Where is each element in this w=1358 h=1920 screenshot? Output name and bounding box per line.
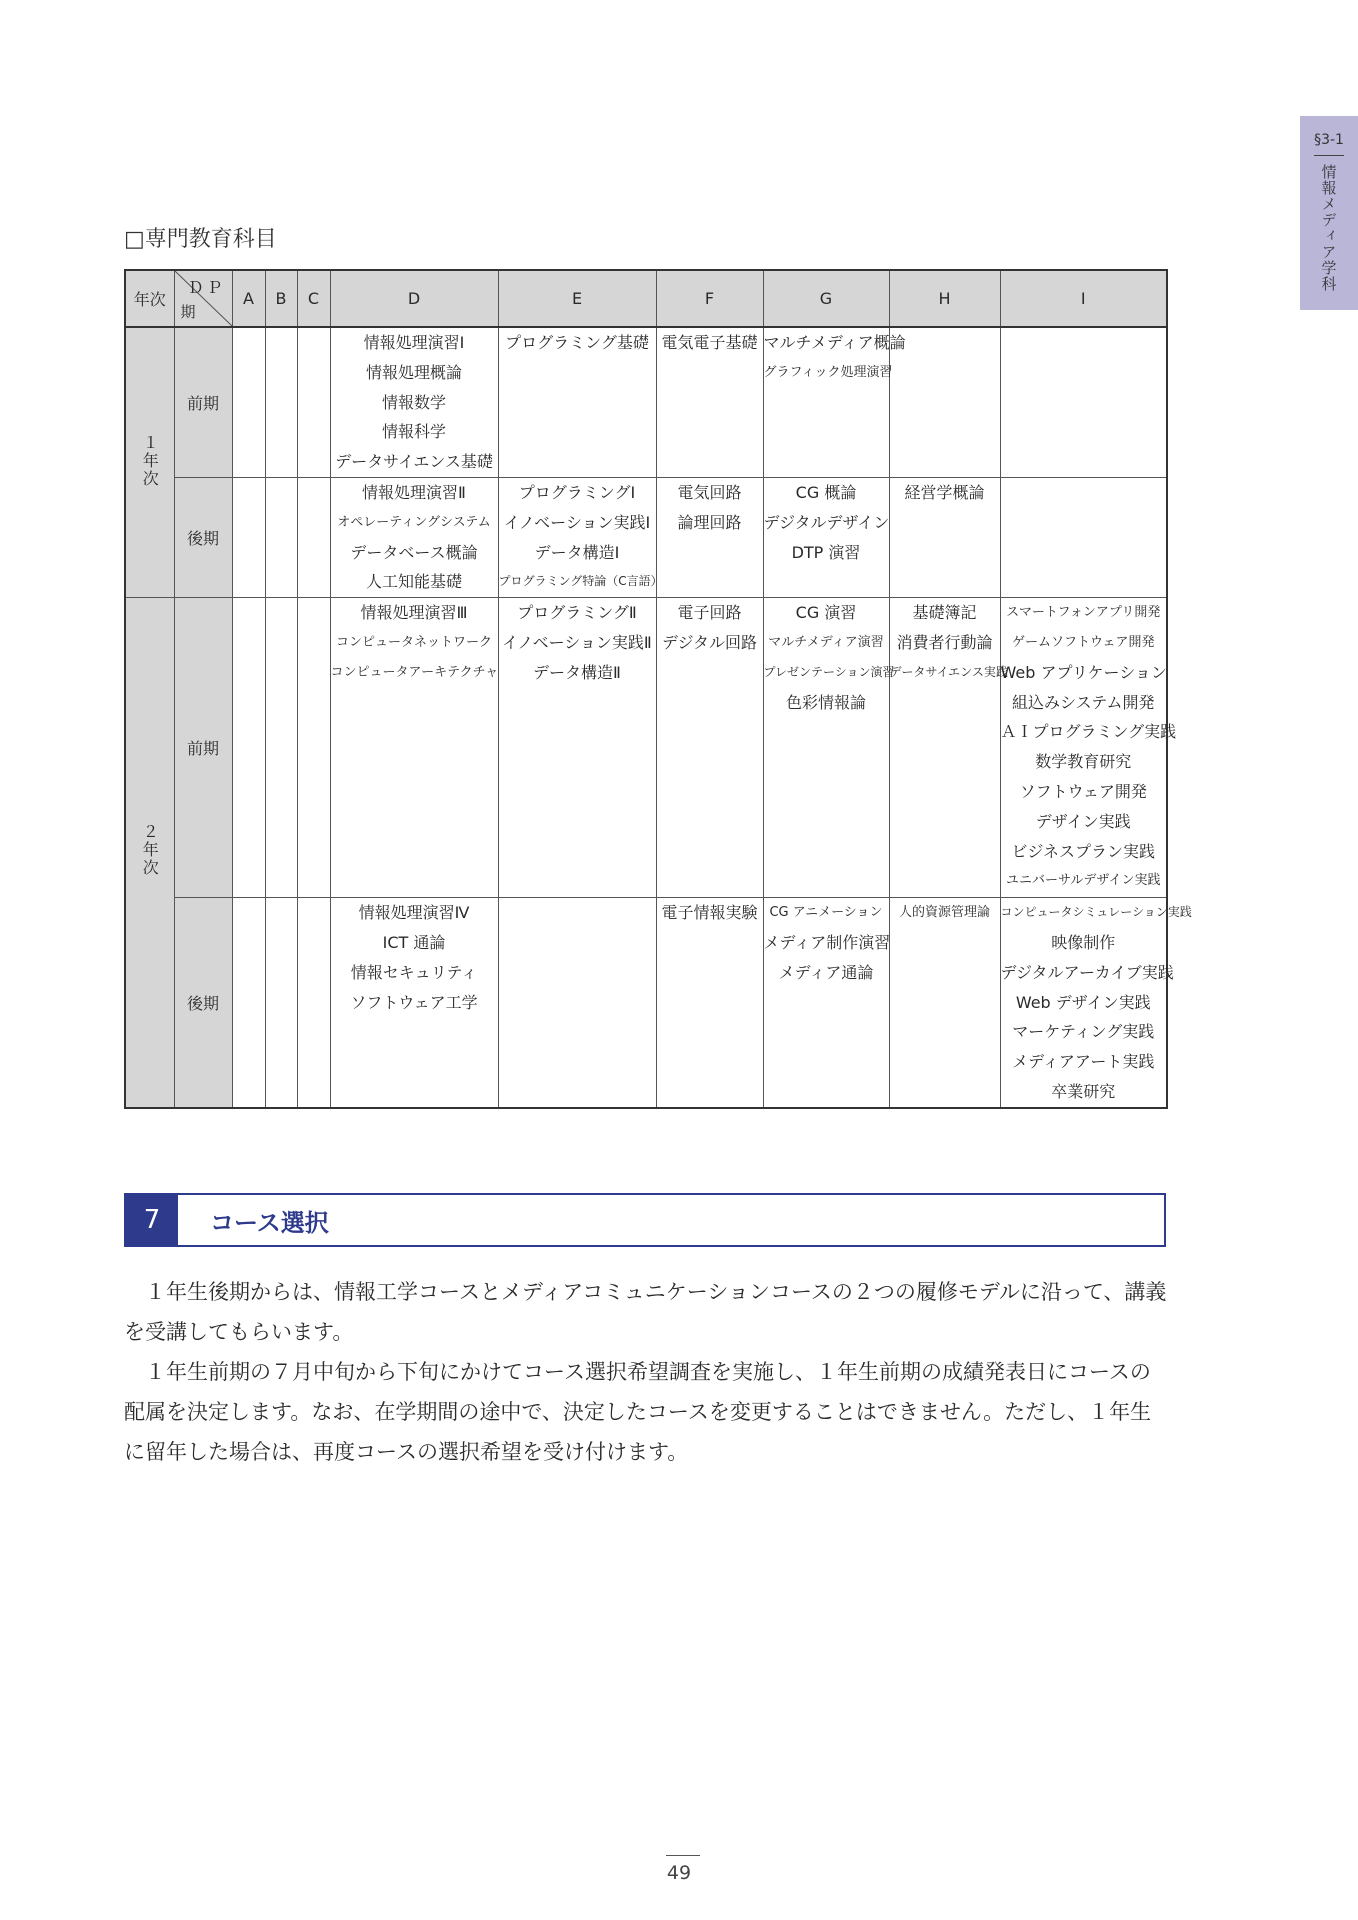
course-item: ゲームソフトウェア開発 [1012, 634, 1155, 650]
cell-a [232, 327, 265, 477]
cell-g [763, 327, 906, 477]
course-item: 消費者行動論 [896, 632, 993, 652]
paragraph: １年生後期からは、情報工学コースとメディアコミュニケーションコースの２つの履修モデルに沿って、講義を受講してもらいます。 [124, 1280, 1167, 1344]
paragraph: １年生前期の７月中旬から下旬にかけてコース選択希望調査を実施し、１年生前期の成績発表日にコースの配属を決定します。なお、在学期間の途中で、決定したコースを変更することはできません。ただし、１年生に留年した場合は、再度コースの選択希望を受け付けます。 [124, 1360, 1152, 1464]
course-item: ユニバーサルデザイン実践 [1006, 873, 1161, 889]
cell-b [265, 327, 297, 477]
side-tab-title: 情報メディア学科 [1319, 164, 1338, 292]
course-item: データ構造Ⅱ [533, 662, 621, 682]
cell-a [232, 598, 265, 898]
cell-c [297, 477, 330, 597]
course-item: マルチメディア概論 [763, 333, 906, 352]
course-item: Web アプリケーション [1000, 662, 1167, 682]
course-item: コンピュータアーキテクチャ [330, 664, 499, 680]
course-item: プログラミング基礎 [505, 333, 649, 352]
course-item: プログラミングⅠ [518, 482, 636, 502]
header-col-e: E [498, 270, 656, 327]
course-item: 映像制作 [1051, 932, 1116, 952]
header-dp-term-corner [174, 270, 232, 327]
cell-f [656, 477, 763, 597]
cell-e [498, 898, 656, 1108]
course-item: メディアアート実践 [1012, 1052, 1155, 1072]
course-item: スマートフォンアプリ開発 [1006, 605, 1161, 621]
term-cell: 後期 [174, 477, 232, 597]
course-item: CG 概論 [795, 482, 857, 502]
course-item: ICT 通論 [382, 932, 446, 952]
body-text [124, 1272, 1168, 1472]
header-col-i: I [1000, 270, 1167, 327]
cell-b [265, 898, 297, 1108]
cell-d [330, 327, 498, 477]
course-item: プレゼンテーション演習 [763, 664, 895, 679]
course-item: デジタル回路 [661, 632, 758, 652]
cell-i [1000, 477, 1167, 597]
header-col-b: B [265, 270, 297, 327]
header-col-h: H [889, 270, 1000, 327]
course-item: ソフトウェア工学 [350, 992, 478, 1012]
term-cell: 前期 [174, 598, 232, 898]
table-row [125, 898, 1167, 1108]
course-item: データサイエンス基礎 [335, 452, 493, 472]
course-item: 組込みシステム開発 [1012, 692, 1155, 712]
course-item: ソフトウェア開発 [1019, 781, 1147, 801]
page-number-rule [666, 1855, 700, 1856]
course-item: 情報処理演習Ⅰ [363, 333, 465, 352]
section-number: 7 [126, 1195, 178, 1245]
cell-b [265, 598, 297, 898]
cell-h [889, 327, 1000, 477]
course-item: 情報セキュリティ [350, 962, 478, 982]
course-item: DTP 演習 [791, 542, 861, 562]
header-col-d: D [330, 270, 498, 327]
header-col-a: A [232, 270, 265, 327]
cell-e [498, 477, 663, 597]
course-item: イノベーション実践Ⅰ [503, 512, 651, 532]
course-item: データベース概論 [350, 542, 478, 562]
course-item: 卒業研究 [1051, 1081, 1116, 1101]
course-item: CG アニメーション [769, 905, 883, 921]
course-item: マーケティング実践 [1012, 1022, 1155, 1042]
header-col-f: F [656, 270, 763, 327]
course-item: 情報数学 [381, 392, 446, 412]
table-header-row [125, 270, 1167, 327]
term-cell: 前期 [174, 327, 232, 477]
course-item: プログラミングⅡ [517, 603, 637, 623]
course-item: デジタルデザイン [763, 512, 890, 532]
cell-c [297, 598, 330, 898]
cell-i [1000, 898, 1192, 1108]
header-dp: ＤＰ [187, 278, 226, 297]
course-item: 電子回路 [677, 603, 742, 623]
course-item: 情報処理演習Ⅳ [358, 903, 470, 923]
course-item: コンピュータネットワーク [335, 634, 492, 650]
course-item: 電子情報実験 [661, 903, 758, 923]
cell-i [1000, 598, 1177, 898]
cell-d [330, 598, 498, 898]
course-item: 情報科学 [381, 422, 446, 442]
course-item: マルチメディア演習 [768, 634, 884, 650]
section-label: □専門教育科目 [124, 227, 277, 252]
cell-c [297, 898, 330, 1108]
course-item: 人的資源管理論 [898, 905, 990, 921]
cell-a [232, 898, 265, 1108]
cell-c [297, 327, 330, 477]
course-item: 情報処理演習Ⅲ [360, 603, 468, 623]
cell-d [330, 898, 498, 1108]
course-item: イノベーション実践Ⅱ [502, 632, 652, 652]
cell-g [763, 477, 889, 597]
header-year: 年次 [125, 270, 174, 327]
section-title: コース選択 [210, 1208, 329, 1237]
cell-h [889, 598, 1008, 898]
course-item: ビジネスプラン実践 [1011, 841, 1156, 861]
section-heading [124, 1193, 1166, 1247]
cell-b [265, 477, 297, 597]
header-col-g: G [763, 270, 889, 327]
course-item: CG 演習 [795, 603, 857, 623]
course-item: メディア通論 [778, 962, 874, 982]
cell-e [498, 598, 656, 898]
course-item: 経営学概論 [904, 482, 985, 502]
course-item: Web デザイン実践 [1015, 992, 1151, 1012]
side-tab-divider [1314, 155, 1344, 156]
course-item: データ構造Ⅰ [534, 542, 620, 562]
course-item: ＡＩプログラミング実践 [1000, 722, 1177, 742]
curriculum-table [124, 269, 1192, 1109]
cell-h [889, 898, 1000, 1108]
header-col-c: C [297, 270, 330, 327]
header-term: 期 [180, 303, 196, 321]
cell-a [232, 477, 265, 597]
course-item: グラフィック処理演習 [763, 364, 893, 380]
course-item: オペレーティングシステム [337, 514, 491, 530]
side-tab-section: §3-1 [1314, 132, 1344, 148]
course-item: 数学教育研究 [1035, 752, 1132, 772]
course-item: データサイエンス実践 [889, 664, 1008, 679]
course-item: プログラミング特論（C言語） [498, 574, 663, 589]
course-item: 電気電子基礎 [661, 333, 758, 352]
cell-i [1000, 327, 1167, 477]
cell-f [656, 598, 763, 898]
table-row [125, 327, 1167, 477]
cell-g [763, 898, 889, 1108]
year-cell-2: ２年次 [125, 598, 174, 1108]
course-item: コンピュータシミュレーション実践 [1000, 905, 1192, 920]
course-item: 人工知能基礎 [365, 572, 462, 592]
course-item: 基礎簿記 [912, 603, 977, 623]
course-item: 情報処理概論 [365, 362, 462, 382]
cell-e [498, 327, 656, 477]
cell-f [656, 327, 763, 477]
term-cell: 後期 [174, 898, 232, 1108]
course-item: デザイン実践 [1035, 811, 1131, 831]
cell-f [656, 898, 763, 1108]
table-row [125, 598, 1167, 898]
year-cell-1: １年次 [125, 327, 174, 598]
course-item: 色彩情報論 [785, 692, 866, 712]
course-item: 電気回路 [677, 482, 742, 502]
cell-h [889, 477, 1000, 597]
cell-d [330, 477, 498, 597]
chapter-side-tab [1300, 116, 1358, 310]
table-row [125, 477, 1167, 597]
page-number: 49 [666, 1862, 692, 1884]
course-item: 情報処理演習Ⅱ [362, 482, 466, 502]
cell-g [763, 598, 895, 898]
course-item: メディア制作演習 [763, 932, 891, 952]
course-item: 論理回路 [677, 512, 742, 532]
course-item: デジタルアーカイブ実践 [1000, 962, 1174, 982]
